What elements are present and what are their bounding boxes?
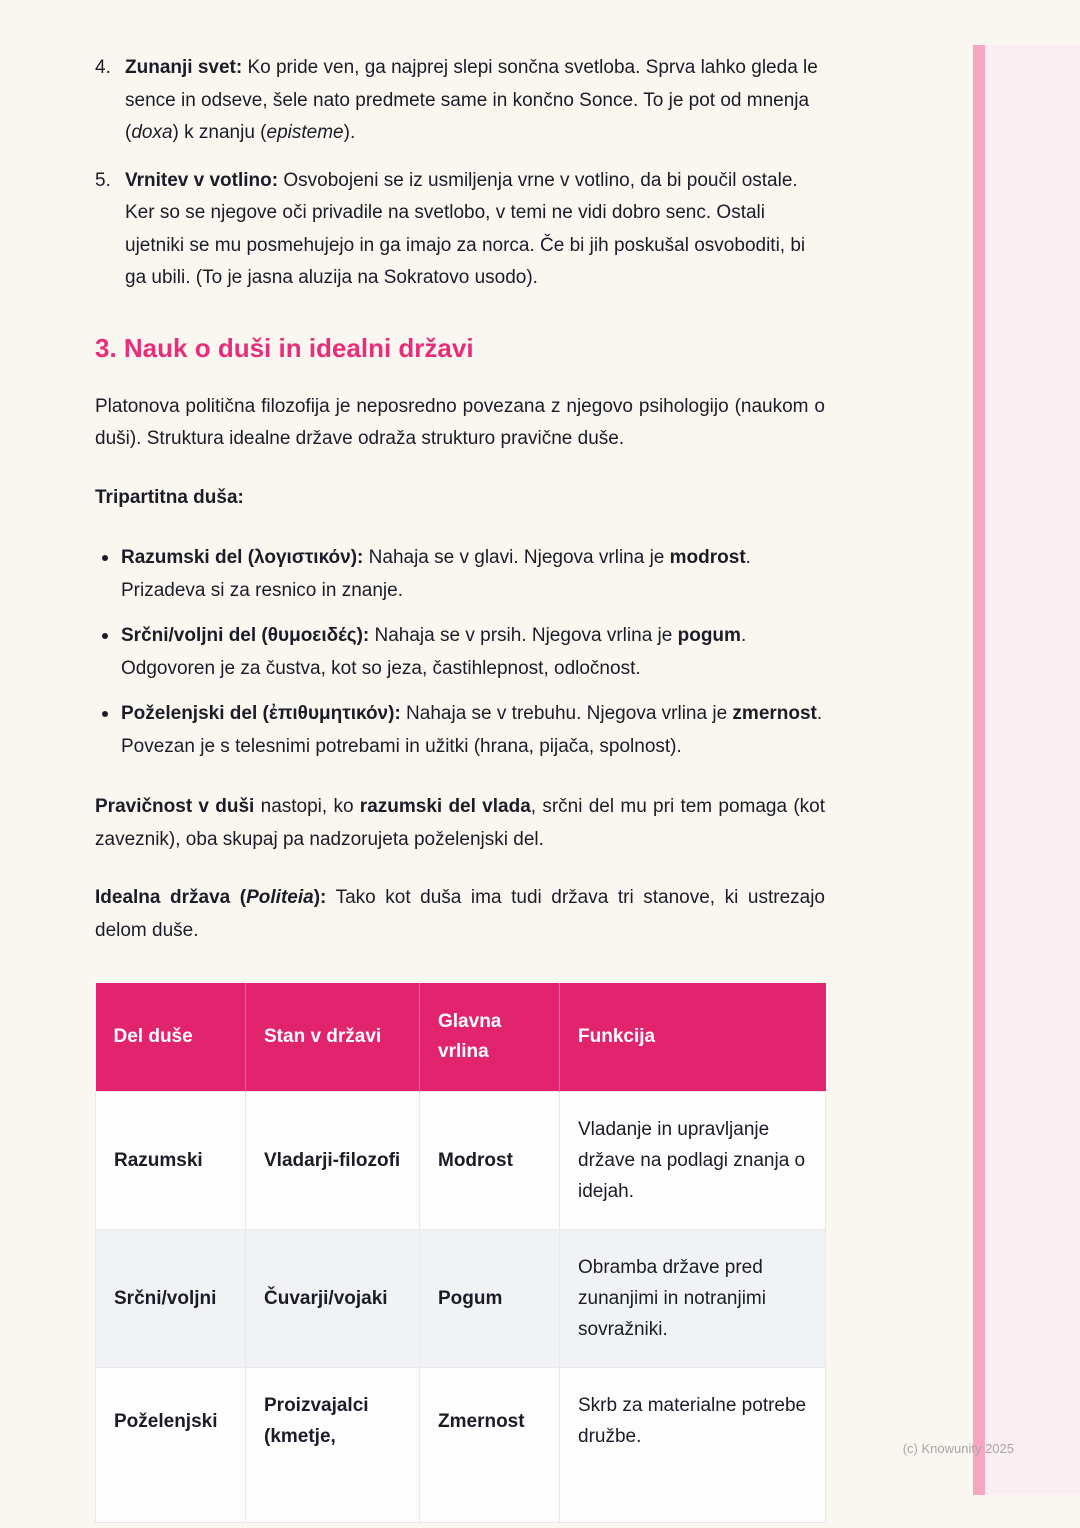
table-header-funkcija: Funkcija — [560, 983, 826, 1092]
paragraph-ideal-state: Idealna država (Politeia): Tako kot duša ima tudi država tri stanove, ki ustrezajo delom duše. — [95, 887, 826, 941]
table-cell: Pogum — [420, 1230, 560, 1368]
table-row-pozelenjski — [96, 1368, 826, 1523]
numbered-list — [95, 52, 825, 295]
table-cell: Vladanje in upravljanje države na podlagi znanja o idejah. — [560, 1092, 826, 1230]
table-cell: Srčni/voljni — [96, 1230, 246, 1368]
numbered-list-item-5 — [95, 165, 825, 295]
paragraph-justice: Pravičnost v duši nastopi, ko razumski del vlada, srčni del mu pri tem pomaga (kot zaveznik), oba skupaj pa nadzorujeta poželenjski del. — [95, 796, 826, 850]
bullet-icon — [102, 711, 108, 717]
bullet-icon — [102, 633, 108, 639]
document-content — [95, 52, 825, 1523]
table-cell: Proizvajalci (kmetje, — [246, 1368, 420, 1523]
watermark: (c) Knowunity 2025 — [902, 1441, 1014, 1456]
bullet-text: Razumski del (λογιστικόν): Nahaja se v glavi. Njegova vrlina je modrost. Prizadeva si za resnico in znanje. — [121, 547, 751, 601]
table-row-srcni — [96, 1230, 826, 1368]
table-cell: Skrb za materialne potrebe družbe. — [560, 1368, 826, 1523]
bullet-text: Srčni/voljni del (θυμοειδές): Nahaja se v prsih. Njegova vrlina je pogum. Odgovoren je za čustva, kot so jeza, častihlepnost, odločnost. — [121, 625, 747, 679]
table-header-row — [96, 983, 826, 1092]
page-edge-accent-bar — [973, 45, 985, 1495]
table-cell: Obramba države pred zunanjimi in notranjimi sovražniki. — [560, 1230, 826, 1368]
bullet-list — [95, 542, 825, 763]
soul-state-table — [95, 983, 826, 1523]
table-header-stan: Stan v državi — [246, 983, 420, 1092]
table-header-vrlina: Glavna vrlina — [420, 983, 560, 1092]
bullet-item-razumski — [95, 542, 825, 607]
list-item-text: Zunanji svet: Ko pride ven, ga najprej slepi sončna svetloba. Sprva lahko gleda le sence in odseve, šele nato predmete same in končno Sonce. To je pot od mnenja (doxa) k znanju (episteme). — [125, 57, 818, 143]
paragraph-intro: Platonova politična filozofija je neposredno povezana z njegovo psihologijo (naukom o duši). Struktura idealne države odraža strukturo pravične duše. — [95, 395, 825, 449]
bullet-icon — [102, 555, 108, 561]
table-header-del-duse: Del duše — [96, 983, 246, 1092]
table-cell: Zmernost — [420, 1368, 560, 1523]
table-cell: Vladarji-filozofi — [246, 1092, 420, 1230]
table-row-razumski — [96, 1092, 826, 1230]
table-cell: Razumski — [96, 1092, 246, 1230]
table-cell: Poželenjski — [96, 1368, 246, 1523]
bullet-item-srcni — [95, 620, 825, 685]
list-item-number: 4. — [95, 57, 111, 78]
list-item-text: Vrnitev v votlino: Osvobojeni se iz usmiljenja vrne v votlino, da bi poučil ostale. Ker so se njegove oči privadile na svetlobo, v temi ne vidi dobro senc. Ostali ujetniki se mu posmehujejo in ga imajo za norca. Če bi jih poskušal osvoboditi, bi ga ubili. (To je jasna aluzija na Sokratovo usodo). — [125, 169, 806, 288]
table-cell: Čuvarji/vojaki — [246, 1230, 420, 1368]
numbered-list-item-4 — [95, 52, 825, 150]
bullet-text: Poželenjski del (ἐπιθυμητικόν): Nahaja se v trebuhu. Njegova vrlina je zmernost. Povezan je s telesnimi potrebami in užitki (hrana, pijača, spolnost). — [121, 703, 823, 757]
list-item-number: 5. — [95, 169, 111, 191]
paragraph-tripartite-label: Tripartitna duša: — [95, 486, 244, 508]
bullet-item-pozelenjski — [95, 698, 825, 763]
section-heading: 3. Nauk o duši in idealni državi — [95, 332, 474, 363]
table-cell: Modrost — [420, 1092, 560, 1230]
page-edge-background — [985, 45, 1080, 1495]
